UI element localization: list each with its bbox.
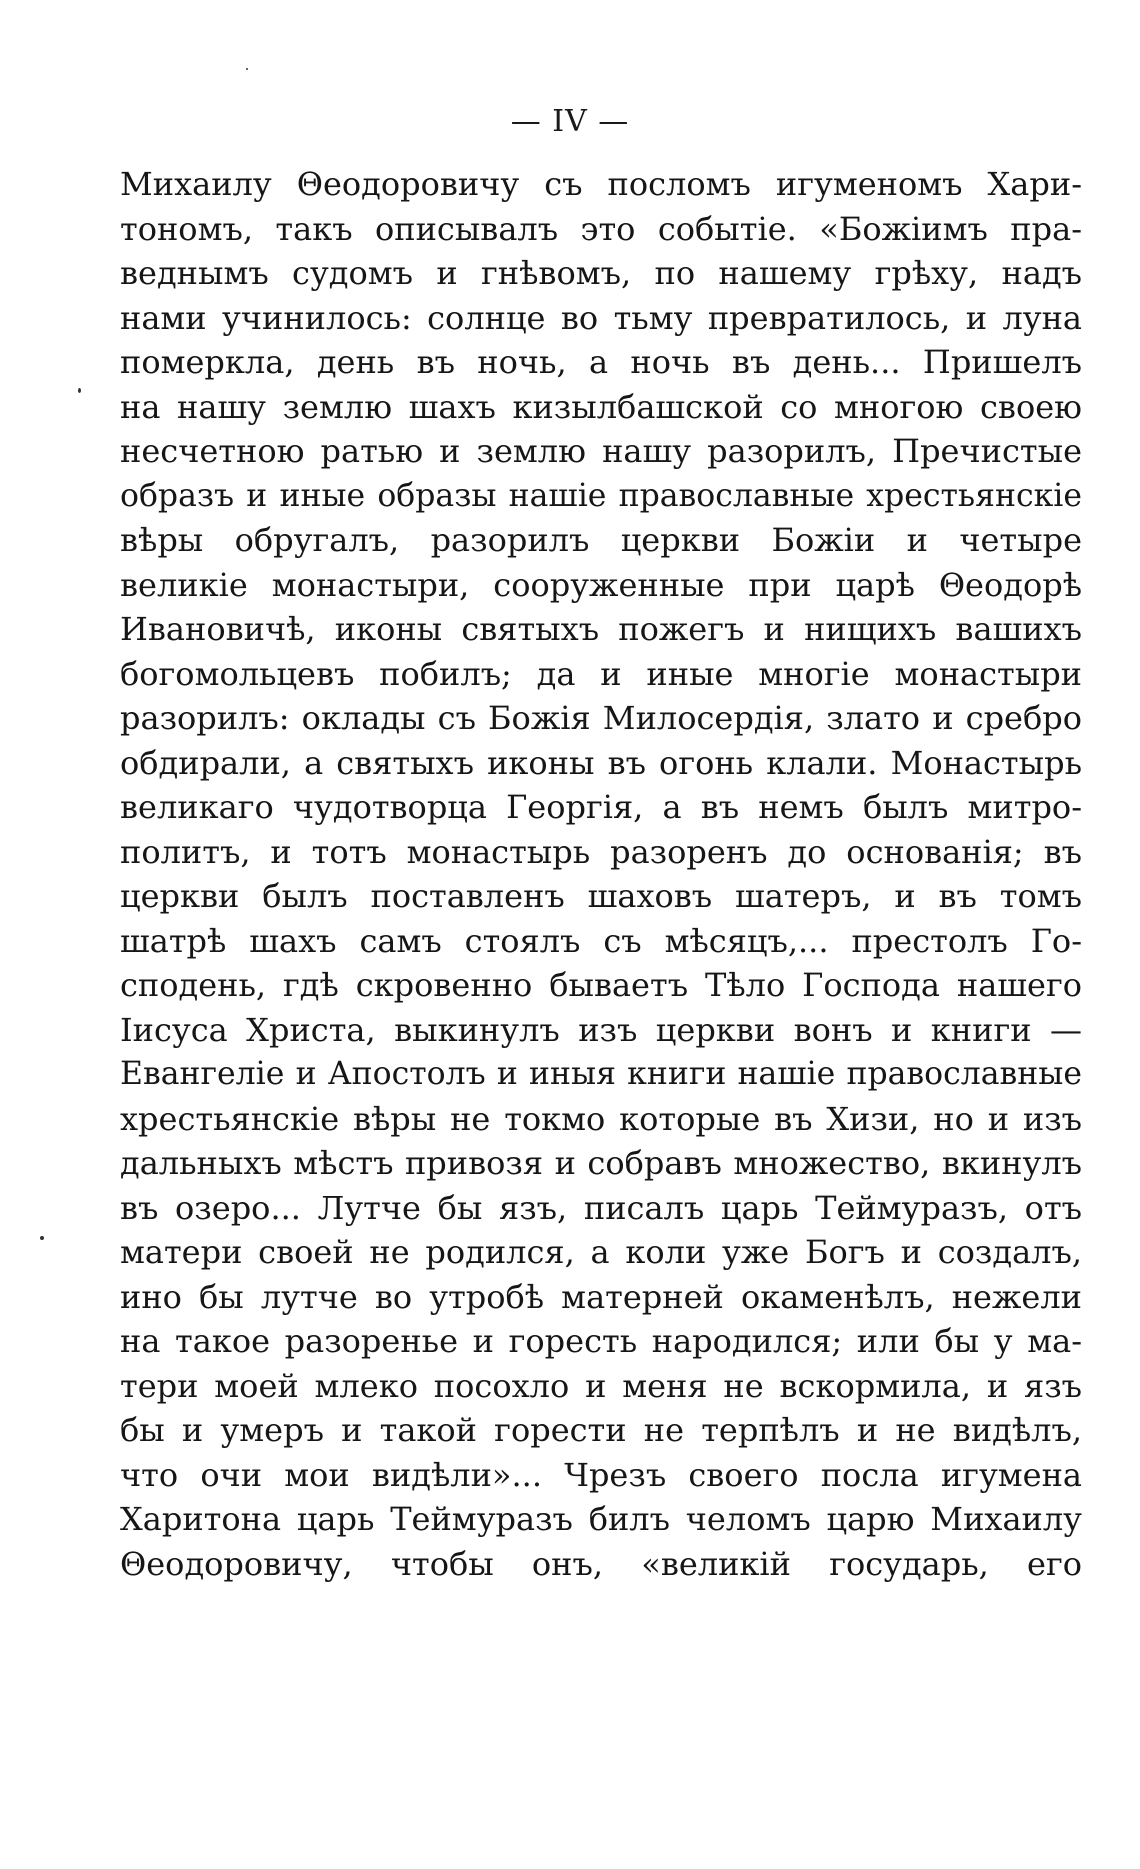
text-line: Θеодоровичу, чтобы онъ, «великій государь, его bbox=[120, 1544, 1082, 1583]
text-line: въ озеро... Лутче бы язъ, писалъ царь Теймуразъ, отъ bbox=[120, 1188, 1082, 1227]
text-line: на нашу землю шахъ кизылбашской со многою своею bbox=[120, 387, 1082, 426]
text-line: великаго чудотворца Георгія, а въ немъ былъ митро- bbox=[120, 788, 1082, 826]
text-line: шатрѣ шахъ самъ стоялъ съ мѣсяцъ,... престолъ Го- bbox=[120, 921, 1082, 960]
text-line: несчетною ратью и землю нашу разорилъ, Пречистые bbox=[120, 432, 1082, 470]
body-text bbox=[120, 162, 1082, 1586]
text-line: померкла, день въ ночь, а ночь въ день... Пришелъ bbox=[120, 343, 1082, 381]
text-line: обдирали, а святыхъ иконы въ огонь клали. Монастырь bbox=[120, 743, 1082, 782]
text-line: нами учинилось: солнце во тьму превратилось, и луна bbox=[120, 298, 1082, 337]
text-line: тономъ, такъ описывалъ это событіе. «Божіимъ пра- bbox=[120, 209, 1082, 248]
text-line: политъ, и тотъ монастырь разоренъ до основанія; въ bbox=[120, 832, 1082, 871]
page-number-header: — IV — bbox=[510, 104, 630, 139]
text-line: вѣры обругалъ, разорилъ церкви Божіи и четыре bbox=[120, 521, 1082, 559]
text-line: церкви былъ поставленъ шаховъ шатеръ, и въ томъ bbox=[120, 877, 1082, 915]
text-line: сподень, гдѣ скровенно бываетъ Тѣло Господа нашего bbox=[120, 966, 1082, 1004]
scan-speck bbox=[246, 68, 248, 70]
text-line: тери моей млеко посохло и меня не вскормила, и язъ bbox=[120, 1366, 1082, 1405]
scan-speck bbox=[78, 388, 81, 393]
text-line: Михаилу Θеодоровичу съ посломъ игуменомъ Хари- bbox=[120, 165, 1082, 203]
text-line: на такое разоренье и горесть народился; или бы у ма- bbox=[120, 1322, 1082, 1360]
text-line: матери своей не родился, а коли уже Богъ и создалъ, bbox=[120, 1233, 1082, 1271]
text-line: Евангеліе и Апостолъ и иныя книги нашіе православные bbox=[120, 1056, 1082, 1092]
text-line: веднымъ судомъ и гнѣвомъ, по нашему грѣху, надъ bbox=[120, 254, 1082, 292]
text-line: бы и умеръ и такой горести не терпѣлъ и не видѣлъ, bbox=[120, 1411, 1082, 1449]
text-line: великіе монастыри, сооруженные при царѣ Θеодорѣ bbox=[120, 565, 1082, 604]
text-line: дальныхъ мѣстъ привозя и собравъ множество, вкинулъ bbox=[120, 1144, 1082, 1182]
text-line: Харитона царь Теймуразъ билъ челомъ царю Михаилу bbox=[120, 1500, 1082, 1538]
text-line: ино бы лутче во утробѣ матерней окаменѣлъ, нежели bbox=[120, 1277, 1082, 1316]
text-line: хрестьянскіе вѣры не токмо которые въ Хизи, но и изъ bbox=[120, 1099, 1082, 1138]
text-line: Іисуса Христа, выкинулъ изъ церкви вонъ и книги — bbox=[120, 1010, 1082, 1049]
text-line: разорилъ: оклады съ Божія Милосердія, злато и сребро bbox=[120, 699, 1082, 737]
text-line: богомольцевъ побилъ; да и иные многіе монастыри bbox=[120, 654, 1082, 693]
text-line: Ивановичѣ, иконы святыхъ пожегъ и нищихъ вашихъ bbox=[120, 610, 1082, 648]
text-line: что очи мои видѣли»... Чрезъ своего посла игумена bbox=[120, 1455, 1082, 1494]
text-line: образъ и иные образы нашіе православные хрестьянскіе bbox=[120, 477, 1082, 514]
scan-speck bbox=[40, 1236, 44, 1240]
